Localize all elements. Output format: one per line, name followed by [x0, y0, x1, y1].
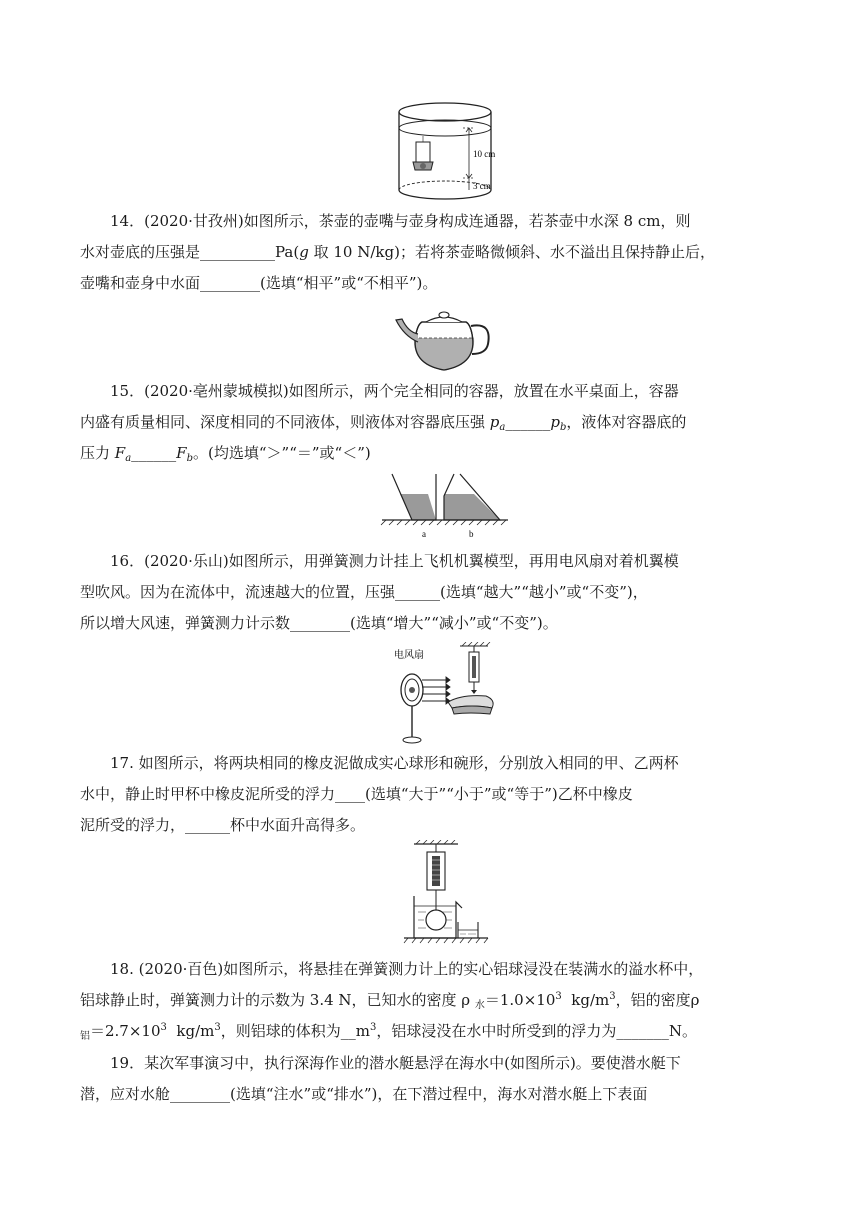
q15-pb-sub: b	[559, 422, 567, 433]
q14-text-b: 取 10 N/kg)；若将茶壶略微倾斜、水不溢出且保持静止后，	[308, 243, 715, 261]
q15-pa-symbol: p	[489, 413, 500, 431]
q18-line-3	[80, 1016, 780, 1047]
q18-rho-al-sub: 铝	[80, 1031, 90, 1042]
q18-text-a: 铝球静止时，弹簧测力计的示数为 3.4 N，已知水的密度 ρ	[80, 991, 475, 1009]
q18-exp-1: 3	[555, 991, 562, 1002]
q16-line-2: 型吹风。因为在流体中，流速越大的位置，压强______(选填“越大”“越小”或“不变”)，	[80, 583, 648, 601]
fig13-label-10cm: 10 cm	[473, 149, 496, 159]
q15-fa-symbol: F	[114, 444, 126, 462]
figure-overflow-cup	[396, 840, 496, 952]
figure-cylinder-container	[385, 98, 515, 204]
fig15-label-b: b	[469, 529, 474, 539]
q15-text-e: 。(均选填“＞”“＝”或“＜”)	[193, 444, 371, 462]
q16-line-3: 所以增大风速，弹簧测力计示数________(选填“增大”“减小”或“不变”)。	[80, 614, 558, 632]
question-17	[80, 748, 780, 841]
question-19	[80, 1048, 780, 1110]
q18-rho-water-sub: 水	[474, 1000, 485, 1011]
q15-pa-sub: a	[499, 422, 506, 433]
q15-text-d: 压力	[80, 444, 115, 462]
question-18	[80, 954, 780, 1047]
figure-teapot	[392, 304, 496, 374]
q14-line-1: 14．(2020·甘孜州)如图所示，茶壶的壶嘴与壶身构成连通器，若茶壶中水深 8 cm，则	[110, 212, 691, 230]
q15-line-3	[80, 438, 780, 469]
figure-fan-wing	[392, 642, 504, 746]
q18-text-g: ，则铝球的体积为__m	[220, 1022, 371, 1040]
q15-text-c: ，液体对容器底的	[566, 413, 687, 431]
fig15-label-a: a	[422, 529, 426, 539]
q15-fb-sub: b	[186, 453, 193, 464]
question-16	[80, 546, 780, 639]
q15-fb-symbol: F	[176, 444, 187, 462]
q18-exp-2: 3	[609, 991, 616, 1002]
fig16-label-fan: 电风扇	[394, 650, 424, 661]
q15-pb-symbol: p	[550, 413, 560, 431]
q17-line-3: 泥所受的浮力，______杯中水面升高得多。	[80, 816, 366, 834]
q19-line-1: 19．某次军事演习中，执行深海作业的潜水艇悬浮在海水中(如图所示)。要使潜水艇下	[110, 1054, 681, 1072]
q18-exp-3: 3	[160, 1022, 167, 1033]
question-15	[80, 376, 780, 469]
q18-text-f: kg/m	[166, 1022, 215, 1040]
q14-text-a: 水对壶底的压强是__________Pa(	[80, 243, 300, 261]
figure-two-containers	[378, 470, 512, 542]
q18-text-h: ，铝球浸没在水中时所受到的浮力为_______N。	[376, 1022, 698, 1040]
q16-line-1: 16．(2020·乐山)如图所示，用弹簧测力计挂上飞机机翼模型，再用电风扇对着机翼模	[110, 552, 679, 570]
fig13-label-3cm: 3 cm	[473, 181, 491, 191]
q15-line-1: 15．(2020·亳州蒙城模拟)如图所示，两个完全相同的容器，放置在水平桌面上，容器	[110, 382, 679, 400]
q15-blank-2: ______	[131, 444, 177, 462]
q15-text-a: 内盛有质量相同、深度相同的不同液体，则液体对容器底压强	[80, 413, 490, 431]
q18-exp-4: 3	[214, 1022, 221, 1033]
q14-line-3: 壶嘴和壶身中水面________(选填“相平”或“不相平”)。	[80, 274, 438, 292]
q18-text-c: kg/m	[561, 991, 610, 1009]
q19-line-2: 潜，应对水舱________(选填“注水”或“排水”)，在下潜过程中，海水对潜水艇上下表面	[80, 1085, 648, 1103]
q18-line-1: 18. (2020·百色)如图所示，将悬挂在弹簧测力计上的实心铝球浸没在装满水的溢水杯中，	[110, 960, 704, 978]
q15-fa-sub: a	[125, 453, 132, 464]
q18-line-2	[80, 985, 780, 1016]
q17-line-2: 水中，静止时甲杯中橡皮泥所受的浮力____(选填“大于”“小于”或“等于”)乙杯中橡皮	[80, 785, 633, 803]
q15-blank-1: ______	[505, 413, 551, 431]
q18-exp-5: 3	[370, 1022, 377, 1033]
q14-line-2	[80, 237, 780, 268]
q18-text-b: ＝1.0×10	[484, 991, 556, 1009]
question-14	[80, 206, 780, 299]
q18-text-e: ＝2.7×10	[90, 1022, 161, 1040]
q17-line-1: 17. 如图所示，将两块相同的橡皮泥做成实心球形和碗形，分别放入相同的甲、乙两杯	[110, 754, 679, 772]
q15-line-2	[80, 407, 780, 438]
q14-g-symbol: g	[299, 243, 309, 261]
q18-text-d: ，铝的密度ρ	[615, 991, 700, 1009]
